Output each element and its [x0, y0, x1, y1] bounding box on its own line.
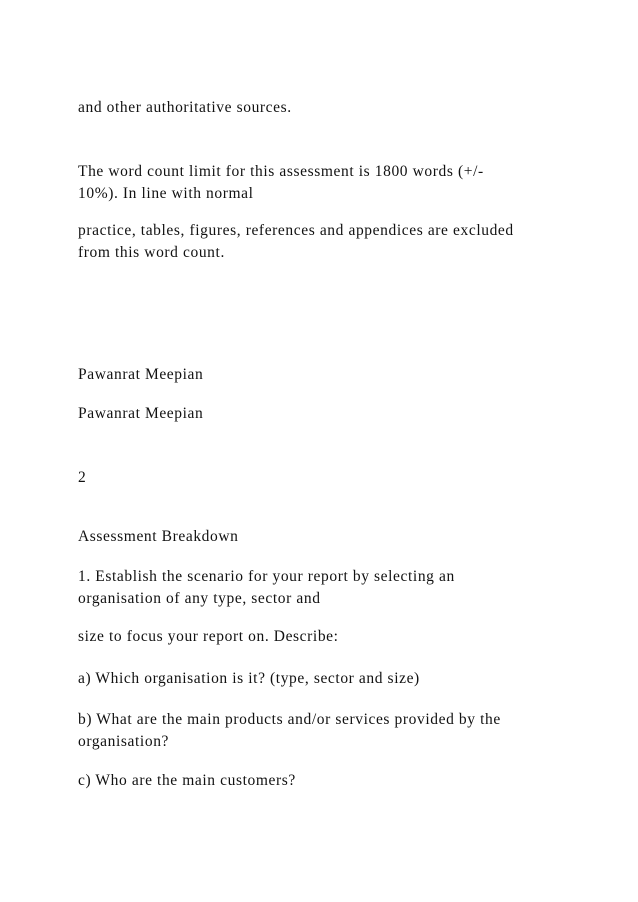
item-1-line-2: organisation of any type, sector and: [78, 590, 321, 607]
text-line-word-count-cont: 10%). In line with normal: [78, 185, 254, 202]
author-name: Pawanrat Meepian: [78, 366, 204, 383]
item-b-line-2: organisation?: [78, 733, 170, 750]
text-line-practice: practice, tables, figures, references and appendices are excluded: [78, 222, 514, 239]
item-c: c) Who are the main customers?: [78, 772, 296, 789]
item-b-line-1: b) What are the main products and/or services provided by the: [78, 711, 501, 728]
text-line-practice-cont: from this word count.: [78, 244, 225, 261]
page-number: 2: [78, 469, 87, 486]
text-line-sources: and other authoritative sources.: [78, 99, 292, 116]
item-1-line-3: size to focus your report on. Describe:: [78, 628, 339, 645]
item-1-line-1: 1. Establish the scenario for your report by selecting an: [78, 568, 455, 585]
text-line-word-count: The word count limit for this assessment is 1800 words (+/-: [78, 163, 484, 180]
section-heading: Assessment Breakdown: [78, 528, 239, 545]
item-a: a) Which organisation is it? (type, sector and size): [78, 670, 420, 687]
author-name-repeat: Pawanrat Meepian: [78, 405, 204, 422]
